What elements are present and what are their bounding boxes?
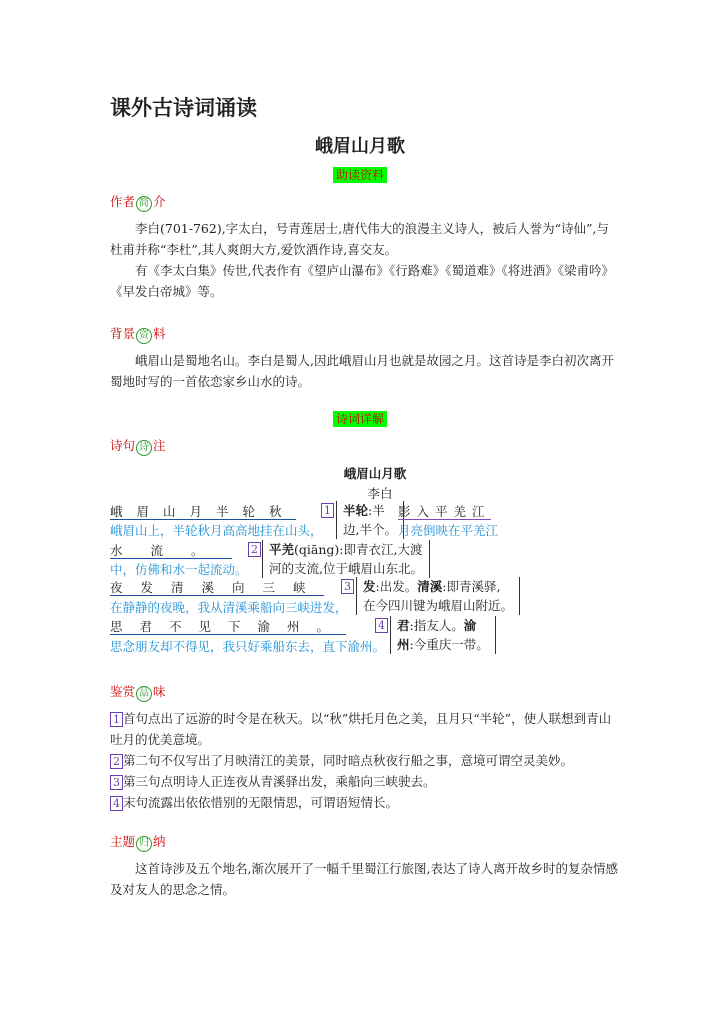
note-number: 1 bbox=[321, 503, 334, 518]
poem-section-title bbox=[110, 436, 166, 456]
section-label: 注 bbox=[153, 438, 166, 453]
note-term: 清溪 bbox=[417, 579, 443, 594]
note-text: 边,半个。 bbox=[343, 522, 397, 537]
section-label: 背景 bbox=[110, 326, 136, 341]
note-number: 3 bbox=[110, 775, 123, 790]
section-label: 味 bbox=[153, 684, 166, 699]
circle-char-icon: 归 bbox=[136, 836, 152, 852]
note-text: (qiāng):即青衣江,大渡 bbox=[294, 542, 423, 557]
poem-line-2 bbox=[110, 541, 232, 559]
appreciation-text: 末句流露出依依惜别的无限情思，可谓语短情长。 bbox=[123, 795, 399, 810]
translation-4: 思念朋友却不得见，我只好乘船东去，直下渝州。 bbox=[110, 639, 386, 654]
poem-line-4 bbox=[110, 617, 346, 635]
background-paragraph: 峨眉山是蜀地名山。李白是蜀人,因此峨眉山月也就是故园之月。这首诗是李白初次离开蜀地时写的一首依恋家乡山水的诗。 bbox=[110, 353, 614, 389]
note-text: 河的支流,位于峨眉山东北。 bbox=[269, 561, 423, 576]
section-label: 鉴赏 bbox=[110, 684, 136, 699]
note-text: :今重庆一带。 bbox=[409, 637, 489, 652]
circle-char-icon: 简 bbox=[136, 196, 152, 212]
poem-title: 峨眉山月歌 bbox=[343, 466, 407, 481]
circle-char-icon: 诗 bbox=[136, 440, 152, 456]
poem-heading: 峨眉山月歌 bbox=[315, 136, 405, 157]
translation-2: 中，仿佛和水一起流动。 bbox=[110, 562, 248, 577]
poem-line-1 bbox=[110, 502, 330, 520]
background-section-title bbox=[110, 324, 166, 344]
poem-line-text: 思君不见下渝州。 bbox=[110, 619, 347, 634]
reading-badge-row bbox=[0, 164, 720, 183]
main-title: 课外古诗词诵读 bbox=[110, 96, 257, 120]
note-number: 2 bbox=[110, 754, 123, 769]
circle-char-icon: 品 bbox=[136, 686, 152, 702]
translation-1-cont: 月亮倒映在平羌江 bbox=[398, 523, 499, 538]
author-section-title bbox=[110, 192, 166, 212]
note-term: 半轮 bbox=[343, 503, 369, 518]
appreciation-text: 第二句不仅写出了月映清江的美景，同时暗点秋夜行船之事，意境可谓空灵美妙。 bbox=[123, 753, 574, 768]
poem-line-text: 夜发清溪向三峡 bbox=[110, 580, 324, 595]
author-paragraph-2: 有《李太白集》传世,代表作有《望庐山瀑布》《行路难》《蜀道难》《将进酒》《梁甫吟》《早发白帝城》等。 bbox=[110, 263, 614, 299]
theme-paragraph: 这首诗涉及五个地名,渐次展开了一幅千里蜀江行旅图,表达了诗人离开故乡时的复杂情感及对友人的思念之情。 bbox=[110, 861, 618, 897]
note-number: 1 bbox=[110, 712, 123, 727]
note-term: 发 bbox=[363, 579, 376, 594]
author-paragraph-1: 李白(701-762),字太白，号青莲居士,唐代伟大的浪漫主义诗人，被后人誉为“诗仙”,与杜甫并称“李杜”,其人爽朗大方,爱饮酒作诗,喜交友。 bbox=[110, 221, 609, 257]
poem-line-3 bbox=[110, 578, 324, 596]
note-term: 州 bbox=[397, 637, 410, 652]
appreciation-item bbox=[110, 771, 620, 792]
appreciation-item bbox=[110, 750, 620, 771]
circle-char-icon: 资 bbox=[136, 328, 152, 344]
note-term: 渝 bbox=[463, 618, 477, 633]
reading-badge: 助读资料 bbox=[333, 167, 387, 183]
section-label: 诗句 bbox=[110, 438, 136, 453]
note-number: 4 bbox=[375, 618, 388, 633]
section-label: 纳 bbox=[153, 834, 166, 849]
note-number: 3 bbox=[341, 579, 354, 594]
poem-line-text: 影入平羌江 bbox=[398, 504, 491, 519]
poem-line-text: 水流。 bbox=[110, 543, 232, 558]
poem-line-text: 峨眉山月半轮秋 bbox=[110, 504, 296, 519]
section-label: 介 bbox=[153, 194, 166, 209]
annotation-2 bbox=[262, 540, 430, 578]
appreciation-text: 第三句点明诗人正连夜从青溪驿出发，乘船向三峡驶去。 bbox=[123, 774, 436, 789]
appreciation-item bbox=[110, 708, 620, 750]
poem-badge-row bbox=[0, 408, 720, 427]
section-label: 主题 bbox=[110, 834, 136, 849]
annotation-3 bbox=[356, 577, 520, 615]
poem-badge: 诗词详解 bbox=[333, 411, 387, 427]
note-term: 君 bbox=[397, 618, 410, 633]
annotation-4 bbox=[390, 616, 496, 654]
appreciation-text: 首句点出了远游的时令是在秋天。以“秋”烘托月色之美，且月只“半轮”，使人联想到青山吐月的优美意境。 bbox=[110, 711, 612, 747]
annotation-1 bbox=[336, 501, 404, 539]
note-number: 2 bbox=[248, 542, 261, 557]
section-label: 料 bbox=[153, 326, 166, 341]
note-text: :即青溪驿, bbox=[442, 579, 501, 594]
note-text: 在今四川键为峨眉山附近。 bbox=[363, 598, 514, 613]
section-label: 作者 bbox=[110, 194, 136, 209]
poem-line-1-cont bbox=[398, 502, 491, 520]
poem-author: 李白 bbox=[367, 486, 393, 501]
note-term: 平羌 bbox=[269, 542, 295, 557]
appreciation-list bbox=[110, 708, 620, 813]
note-text: :指友人。 bbox=[409, 618, 464, 633]
translation-1: 峨眉山上，半轮秋月高高地挂在山头， bbox=[110, 523, 323, 538]
theme-section-title bbox=[110, 832, 166, 852]
note-number: 4 bbox=[110, 796, 123, 811]
appreciation-item bbox=[110, 792, 620, 813]
translation-3: 在静静的夜晚，我从清溪乘船向三峡进发， bbox=[110, 600, 348, 615]
appreciation-section-title bbox=[110, 682, 166, 702]
note-text: :半 bbox=[368, 503, 385, 518]
note-text: :出发。 bbox=[375, 579, 418, 594]
